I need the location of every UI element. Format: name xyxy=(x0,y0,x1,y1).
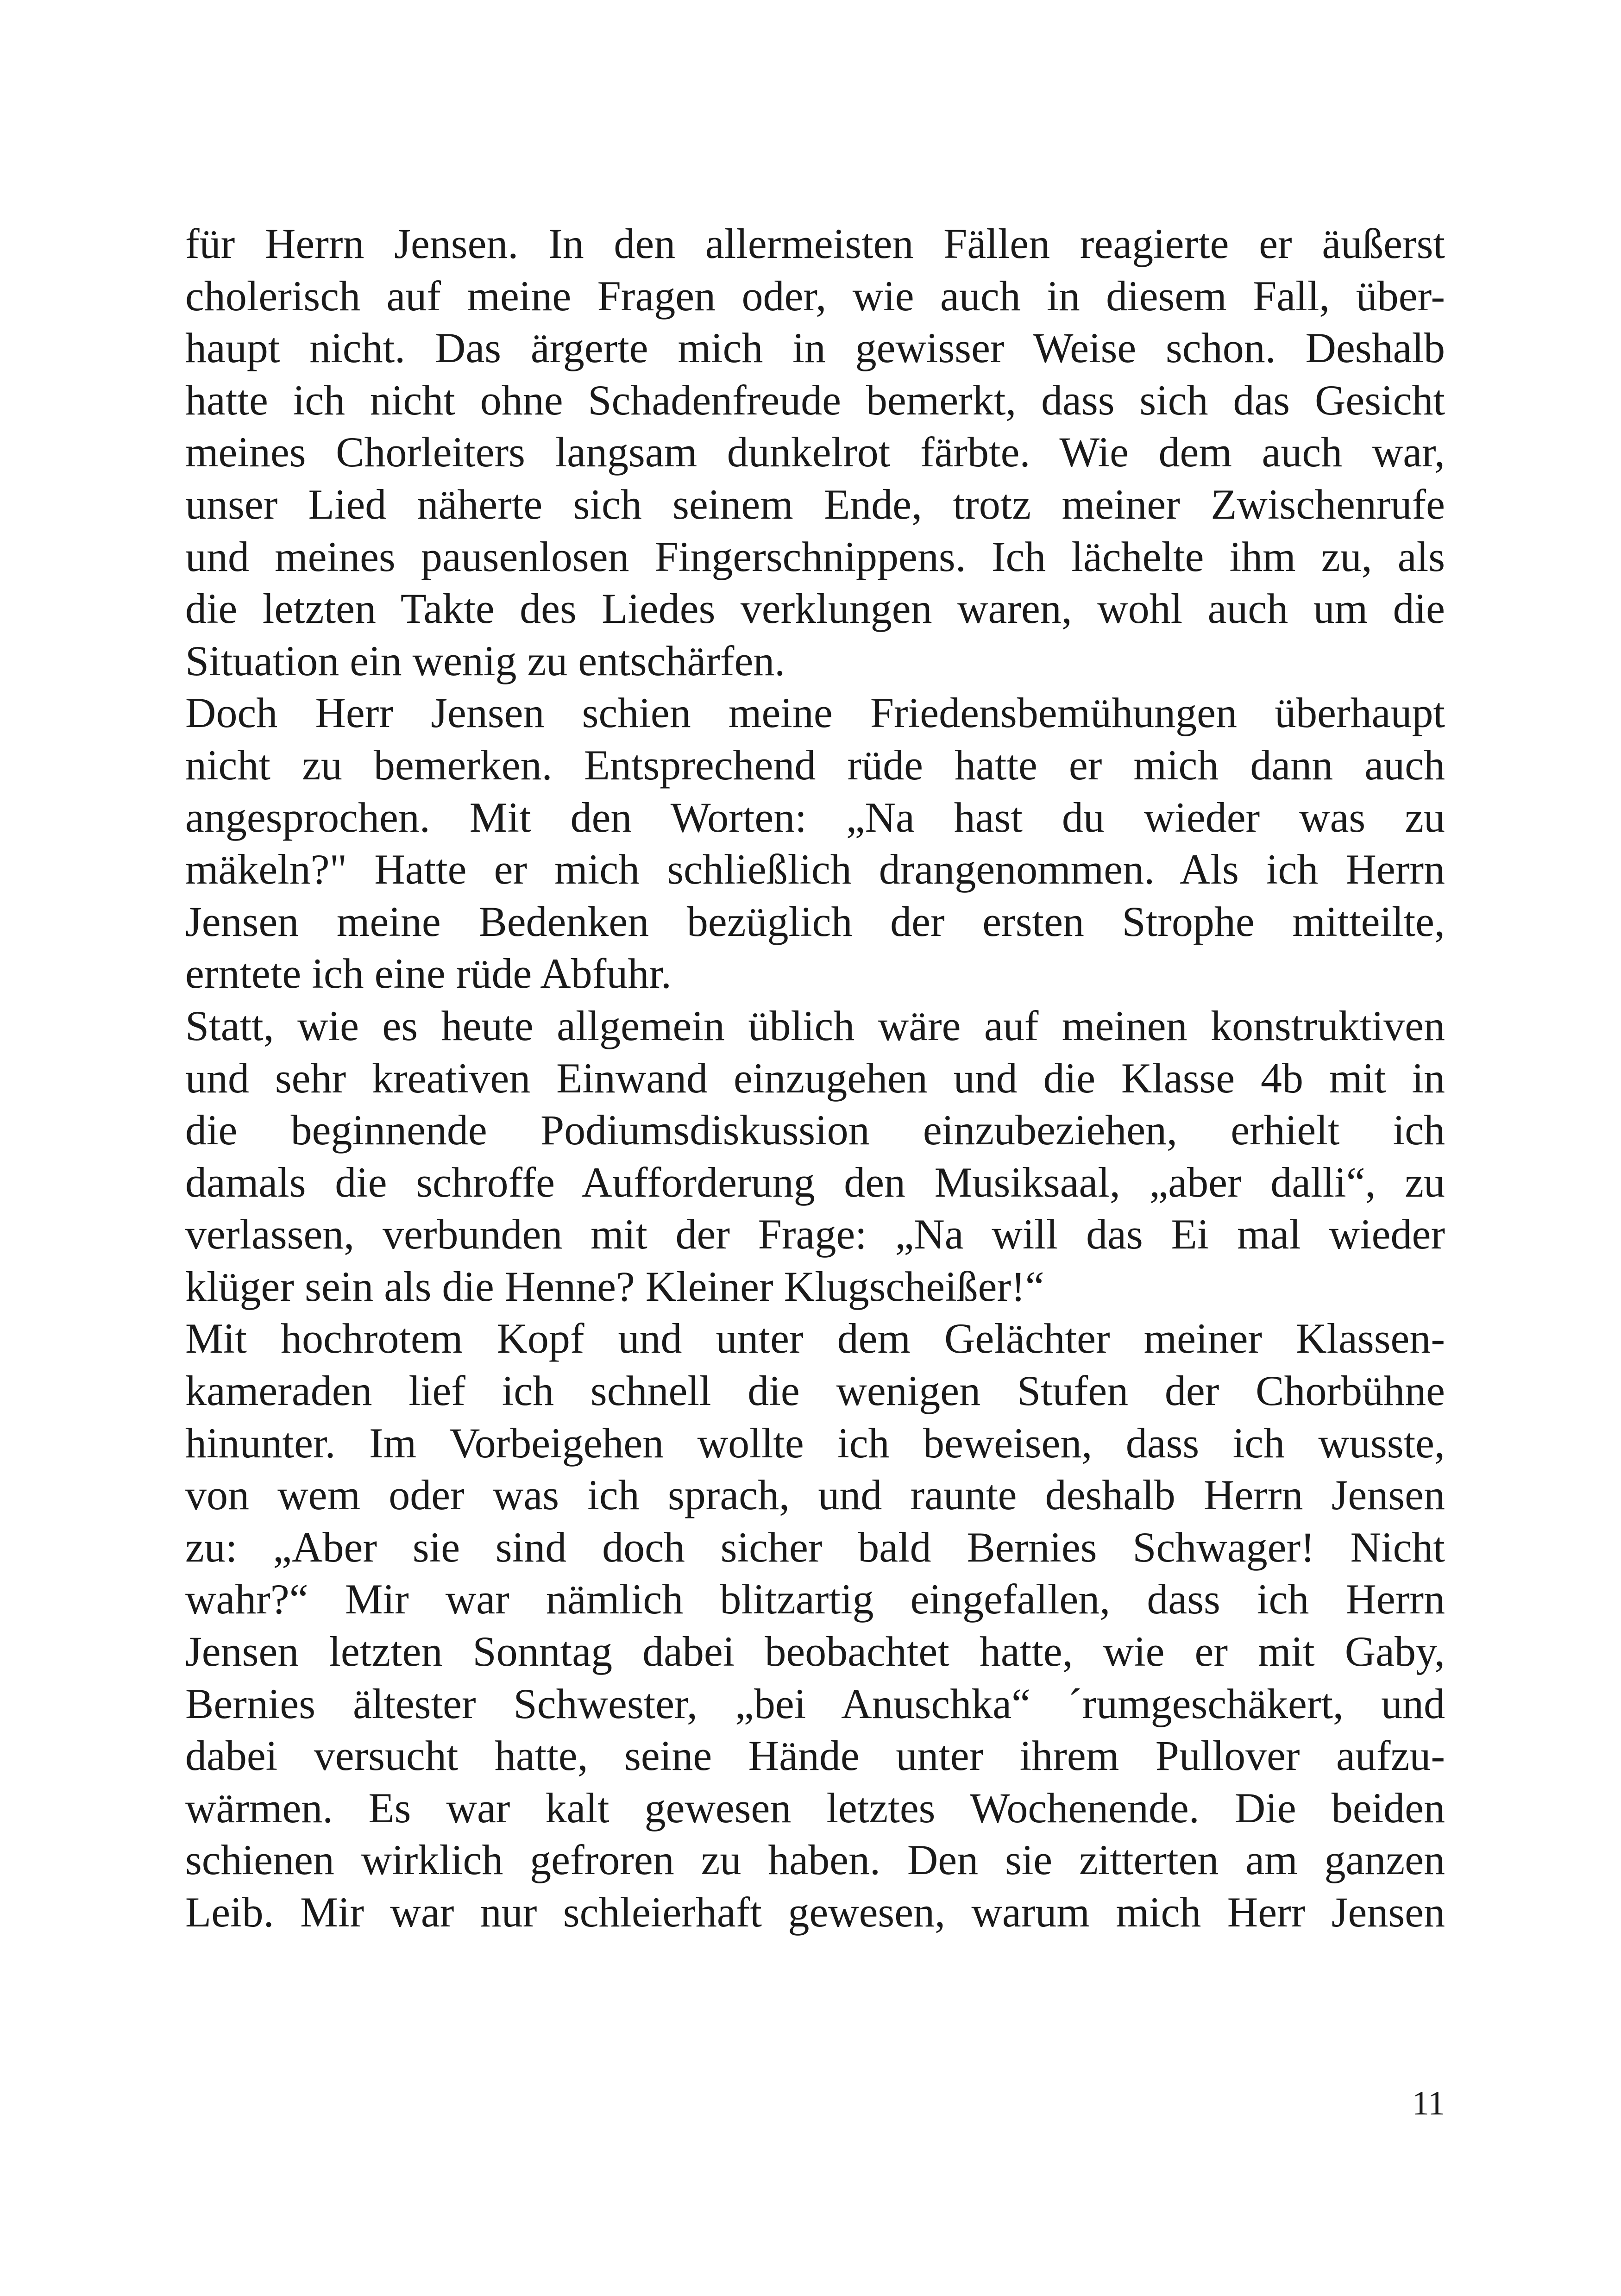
text-line: Jensen meine Bedenken bezüglich der ersten Strophe mitteilte, xyxy=(185,897,1445,945)
text-line: von wem oder was ich sprach, und raunte deshalb Herrn Jensen xyxy=(185,1471,1445,1519)
text-line: wahr?“ Mir war nämlich blitzartig eingefallen, dass ich Herrn xyxy=(185,1575,1445,1623)
text-line: Jensen letzten Sonntag dabei beobachtet hatte, wie er mit Gaby, xyxy=(185,1628,1445,1675)
text-line: Statt, wie es heute allgemein üblich wäre auf meinen konstruktiven xyxy=(185,1002,1445,1049)
page-number: 11 xyxy=(1412,2084,1445,2122)
text-line: verlassen, verbunden mit der Frage: „Na will das Ei mal wieder xyxy=(185,1211,1445,1258)
text-line: klüger sein als die Henne? Kleiner Klugscheißer!“ xyxy=(185,1262,1044,1310)
text-line: wärmen. Es war kalt gewesen letztes Wochenende. Die beiden xyxy=(185,1784,1445,1832)
paragraph xyxy=(185,687,1445,1000)
paragraph xyxy=(185,1000,1445,1313)
text-line: und meines pausenlosen Fingerschnippens. Ich lächelte ihm zu, als xyxy=(185,533,1445,580)
text-line: Doch Herr Jensen schien meine Friedensbemühungen überhaupt xyxy=(185,689,1445,737)
text-line: kameraden lief ich schnell die wenigen Stufen der Chorbühne xyxy=(185,1367,1445,1415)
text-line: die letzten Takte des Liedes verklungen waren, wohl auch um die xyxy=(185,585,1445,633)
text-line: Leib. Mir war nur schleierhaft gewesen, warum mich Herr Jensen xyxy=(185,1888,1445,1936)
text-line: hinunter. Im Vorbeigehen wollte ich beweisen, dass ich wusste, xyxy=(185,1419,1445,1467)
text-line: für Herrn Jensen. In den allermeisten Fällen reagierte er äußerst xyxy=(185,220,1445,267)
text-line: Mit hochrotem Kopf und unter dem Gelächter meiner Klassen- xyxy=(185,1315,1445,1362)
body-text xyxy=(185,218,1445,1938)
text-line: mäkeln?" Hatte er mich schließlich drangenommen. Als ich Herrn xyxy=(185,846,1445,893)
text-line: Bernies ältester Schwester, „bei Anuschka“ ´rumgeschäkert, und xyxy=(185,1680,1445,1727)
text-line: erntete ich eine rüde Abfuhr. xyxy=(185,950,672,997)
text-line: unser Lied näherte sich seinem Ende, trotz meiner Zwischenrufe xyxy=(185,480,1445,528)
text-line: cholerisch auf meine Fragen oder, wie auch in diesem Fall, über- xyxy=(185,272,1445,320)
text-line: angesprochen. Mit den Worten: „Na hast du wieder was zu xyxy=(185,793,1445,841)
paragraph xyxy=(185,1312,1445,1938)
text-line: damals die schroffe Aufforderung den Musiksaal, „aber dalli“, zu xyxy=(185,1158,1445,1206)
text-line: und sehr kreativen Einwand einzugehen und die Klasse 4b mit in xyxy=(185,1054,1445,1102)
text-line: zu: „Aber sie sind doch sicher bald Bernies Schwager! Nicht xyxy=(185,1523,1445,1571)
text-line: nicht zu bemerken. Entsprechend rüde hatte er mich dann auch xyxy=(185,741,1445,789)
text-line: die beginnende Podiumsdiskussion einzubeziehen, erhielt ich xyxy=(185,1106,1445,1154)
text-line: schienen wirklich gefroren zu haben. Den sie zitterten am ganzen xyxy=(185,1836,1445,1884)
text-line: hatte ich nicht ohne Schadenfreude bemerkt, dass sich das Gesicht xyxy=(185,376,1445,424)
text-line: Situation ein wenig zu entschärfen. xyxy=(185,637,785,684)
text-line: haupt nicht. Das ärgerte mich in gewisser Weise schon. Deshalb xyxy=(185,324,1445,372)
paragraph xyxy=(185,218,1445,687)
text-line: meines Chorleiters langsam dunkelrot färbte. Wie dem auch war, xyxy=(185,428,1445,476)
text-line: dabei versucht hatte, seine Hände unter ihrem Pullover aufzu- xyxy=(185,1732,1445,1780)
